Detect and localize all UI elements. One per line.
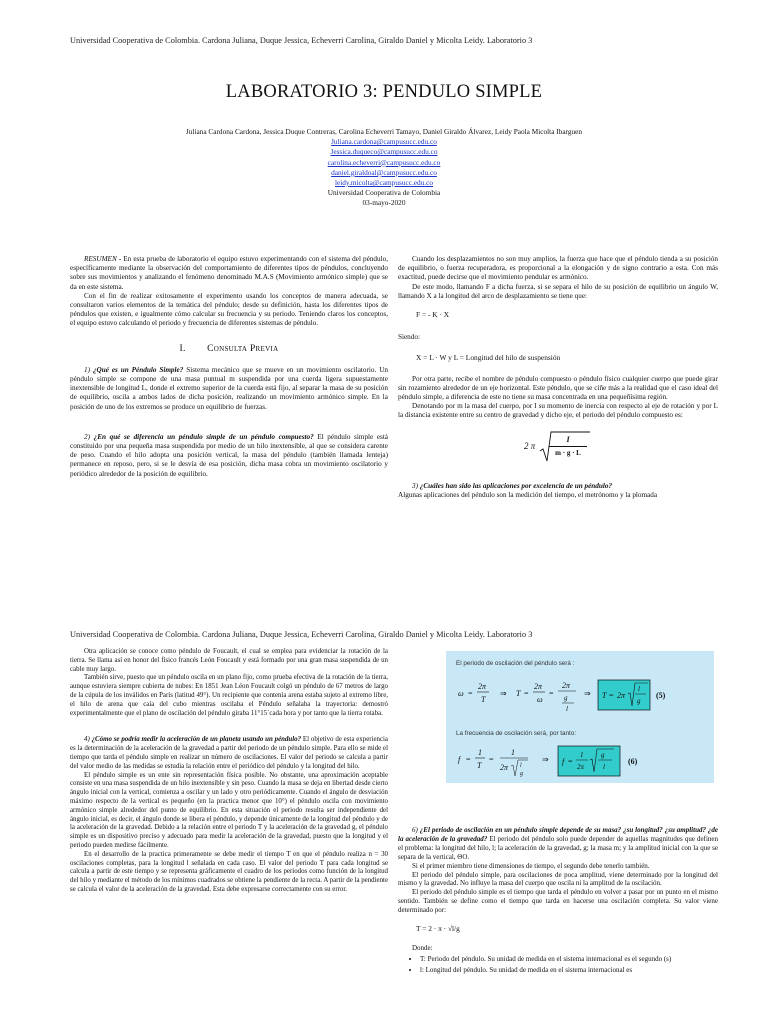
list-item: • l: Longitud del péndulo. Su unidad de medida en el sistema internacional es bbox=[420, 966, 718, 975]
formula-caption: La frecuencia de oscilación será, por tanto: bbox=[456, 730, 577, 737]
svg-text:2π: 2π bbox=[617, 691, 626, 700]
label-siendo: Siendo: bbox=[398, 333, 420, 342]
svg-text:T: T bbox=[481, 695, 486, 704]
svg-text:T: T bbox=[602, 691, 607, 700]
answer-text: Sistema mecánico que se mueve en un movimiento oscilatorio. Un péndulo simple se compone de una masa puntual m suspendida por una cuerda ligera supuestamente inextensible de longitud L, donde el extremo superior de la cuerda está fijo, al separar la masa de su posición de equilibrio, oscila a ambos lados de dicha posición, realizando un movimiento armónico simple. En la posición de uno de los extremos se produce un equilibrio de fuerzas. bbox=[70, 365, 389, 411]
svg-text:⇒: ⇒ bbox=[500, 689, 507, 698]
svg-text:2π: 2π bbox=[577, 763, 585, 771]
label-donde: Donde: bbox=[412, 943, 433, 952]
paragraph: Si el primer miembro tiene dimensiones de tiempo, el segundo debe tenerlo también. bbox=[412, 861, 650, 870]
question-1 bbox=[70, 366, 388, 412]
abstract-label: RESUMEN bbox=[84, 255, 117, 263]
svg-text:⇒: ⇒ bbox=[542, 755, 549, 764]
svg-text:1: 1 bbox=[478, 748, 482, 757]
period-formula-image bbox=[446, 651, 714, 783]
svg-text:T: T bbox=[477, 761, 482, 770]
right-column bbox=[398, 255, 718, 500]
page-header: Universidad Cooperativa de Colombia. Cardona Juliana, Duque Jessica, Echeverri Carolina, Giraldo Daniel y Micolta Leidy. Laboratorio 3 bbox=[70, 36, 533, 45]
paragraph: El periodo del péndulo simple, para oscilaciones de poca amplitud, viene determinado por la longitud del mismo y la gravedad. No influye la masa del cuerpo que oscila ni la amplitud de la oscilación. bbox=[398, 870, 718, 888]
svg-text:2π: 2π bbox=[534, 682, 543, 691]
section-heading bbox=[70, 345, 388, 354]
section-title: Consulta Previa bbox=[207, 343, 279, 354]
email-link[interactable]: Jessica.duqueco@campusucc.edu.co bbox=[330, 147, 438, 157]
svg-text:l: l bbox=[638, 685, 640, 693]
definitions-list bbox=[398, 955, 718, 975]
question-title: ¿Cómo se podría medir la aceleración de un planeta usando un péndulo? bbox=[91, 736, 302, 744]
question-4 bbox=[70, 736, 388, 771]
paragraph: De este modo, llamando F a dicha fuerza, si se separa el hilo de su posición de equilibrio un ángulo W, llamando X a la longitud del arco de desplazamiento se tiene que: bbox=[398, 282, 718, 300]
paragraph: También sirve, puesto que un péndulo oscila en un plano fijo, como prueba efectiva de la rotación de la tierra, aunque estuviera siempre cubierta de nubes: En 1851 Jean Léon Foucault colgó un péndulo de 67 metros de largo de la cúpula de los inválidos en París (latitud 49°). Un recipiente que contenía arena estaba sujeto al extremo libre, el hilo de arena que caía del cubo mientras oscilaba el Péndulo señalaba la trayectoria: demostró experimentalmente que el plano de oscilación del péndulo giraba 11°15´cada hora y por tanto que la tierra rotaba. bbox=[70, 674, 388, 717]
question-6 bbox=[398, 826, 718, 862]
formula-compound-period bbox=[398, 428, 718, 464]
svg-text:f: f bbox=[562, 757, 565, 766]
svg-text:l: l bbox=[520, 763, 522, 769]
equation-tag-6: (6) bbox=[628, 757, 638, 766]
question-number: 4) bbox=[84, 736, 90, 744]
svg-text:2π: 2π bbox=[478, 682, 487, 691]
svg-text:⇒: ⇒ bbox=[584, 689, 591, 698]
question-title: ¿Cuáles han sido las aplicaciones por excelencia de un péndulo? bbox=[419, 481, 613, 490]
answer-text: El objetivo de esta experiencia es la determinación de la aceleración de la gravedad a partir del periodo de un péndulo simple. Para ello se mide el tiempo que tarda el péndulo simple en realizar un número de oscilaciones. El valor del periodo se calcula a partir del valor medio de las medidas se estudia la relación entre el periódico del péndulo y la longitud del hilo. bbox=[70, 736, 388, 770]
paragraph: Cuando los desplazamientos no son muy amplios, la fuerza que hace que el péndulo tienda a su posición de equilibrio, o fuerza recuperadora, es proporcional a la elongación y de signo contrario a esta. Con más exactitud, puede decirse que el movimiento pendular es armónico. bbox=[398, 255, 718, 282]
svg-text:=: = bbox=[489, 755, 494, 764]
email-link[interactable]: Juliana.cardona@campusucc.edu.co bbox=[331, 137, 437, 147]
question-title: ¿Qué es un Péndulo Simple? bbox=[92, 365, 184, 374]
svg-text:2π: 2π bbox=[562, 681, 571, 690]
formula-numerator: I bbox=[566, 434, 570, 444]
date: 03-mayo-2020 bbox=[362, 198, 406, 208]
formula-denominator: m · g · L bbox=[555, 448, 581, 457]
email-link[interactable]: daniel.giraldoal@campusucc.edu.co bbox=[331, 167, 437, 177]
svg-text:ω: ω bbox=[458, 689, 464, 698]
svg-text:T: T bbox=[516, 689, 521, 698]
paragraph: El péndulo simple es un ente sin representación física posible. No obstante, una aproximación aceptable consiste en una masa suspendida de un hilo inextensible y sin peso. Cuando la masa se deja en libertad desde cierto ángulo inicial con la vertical, comienza a oscilar y un lado y otro periódicamente. Cuando el ángulo de desviación máximo respecto de la vertical es pequeño (en la practica menor que 10°) el péndulo oscila con movimiento armónico simple alrededor del punto de equilibrio. En esta situación el periodo resulta ser independiente del ángulo inicial, es decir, el ángulo donde se libera el péndulo, y depende únicamente de la longitud del péndulo y de la aceleración de la gravedad. Debido a la relación entre el periodo T y la aceleración de la gravedad g, el péndulo simple es un dispositivo preciso y adecuado para medir la aceleración de la gravedad, puesto que la longitud y el periodo pueden medirse fácilmente. bbox=[70, 771, 388, 849]
svg-text:g: g bbox=[564, 694, 568, 702]
section-number: I. bbox=[179, 343, 186, 354]
svg-text:=: = bbox=[466, 755, 471, 764]
fraction-bar bbox=[549, 446, 587, 447]
abstract-paragraph-2: Con el fin de realizar exitosamente el experimento usando los conceptos de manera adecuada, se consultaron varios elementos de la temática del péndulo; desde su definición, hasta los diferentes tipos de péndulos que existen, e igualmente cómo calcular su frecuencia y su periodo. Teniendo claros los conceptos, el equipo estuvo calculando el periodo y frecuencia de diferentes sistemas de péndulo. bbox=[70, 291, 388, 328]
formula-coefficient: 2 π bbox=[524, 440, 536, 451]
svg-text:=: = bbox=[468, 689, 473, 698]
svg-text:=: = bbox=[549, 689, 554, 698]
svg-text:g: g bbox=[520, 771, 523, 777]
question-number: 2) bbox=[84, 432, 90, 441]
right-column bbox=[398, 826, 718, 977]
page-header: Universidad Cooperativa de Colombia. Cardona Juliana, Duque Jessica, Echeverri Carolina, Giraldo Daniel y Micolta Leidy. Laboratorio 3 bbox=[70, 630, 533, 639]
question-3 bbox=[398, 482, 718, 491]
paragraph: El periodo del péndulo simple es el tiempo que tarda el péndulo en volver a pasar por un punto en el mismo sentido. También se define como el tiempo que tarda en hacerse una oscilación completa. Su valor viene determinado por: bbox=[398, 888, 718, 915]
question-number: 1) bbox=[84, 365, 90, 374]
svg-text:l: l bbox=[566, 705, 568, 713]
period-equation-svg bbox=[456, 676, 712, 716]
paragraph: En el desarrollo de la practica primeramente se debe medir el tiempo T en que el péndulo realiza n = 30 oscilaciones completas, para la longitud l señalada en cada caso. El valor del periodo T para cada longitud se calcula a partir de este tiempo y se representa gráficamente el cuadro de los periodos como función de la longitud del hilo y mediante el método de los mínimos cuadrados se obtiene la pendiente de la recta. A partir de la pendiente se calcula el valor de la aceleración de la gravedad. Esta debe expresarse correctamente con su error. bbox=[70, 850, 389, 893]
author-block bbox=[0, 127, 768, 209]
question-number: 3) bbox=[412, 481, 418, 490]
left-column bbox=[70, 255, 388, 479]
svg-text:2π: 2π bbox=[500, 763, 509, 772]
svg-text:1: 1 bbox=[511, 748, 515, 757]
svg-text:=: = bbox=[568, 757, 573, 766]
email-link[interactable]: leidy.micolta@campusucc.edu.co bbox=[334, 178, 434, 188]
abstract-paragraph bbox=[70, 255, 388, 292]
question-title: ¿El periodo de oscilación en un péndulo simple depende de su masa? ¿su longitud? ¿su amplitud? ¿de la aceleración de la gravedad? bbox=[398, 826, 719, 843]
page-title: LABORATORIO 3: PENDULO SIMPLE bbox=[225, 82, 543, 102]
formula-period: T = 2 · π · √l/g bbox=[416, 924, 460, 934]
paragraph: Denotando por m la masa del cuerpo, por I su momento de inercia con respecto al eje de rotación y por L la distancia existente entre su centro de gravedad y dicho eje, el periodo del péndulo compuesto es: bbox=[398, 402, 718, 420]
question-title: ¿En qué se diferencia un péndulo simple de un péndulo compuesto? bbox=[93, 432, 314, 441]
svg-text:1: 1 bbox=[580, 751, 584, 759]
left-column bbox=[70, 648, 388, 895]
paragraph: Otra aplicación se conoce como péndulo de Foucault, el cual se emplea para evidenciar la rotación de la tierra. Se llama así en honor del físico francés León Foucault y está formado por una gran masa suspendida de un cable muy largo. bbox=[70, 648, 388, 673]
formula-force: F = - K · X bbox=[416, 310, 450, 320]
question-2 bbox=[70, 433, 388, 479]
formula-caption: El periodo de oscilación del péndulo será : bbox=[456, 660, 575, 667]
frequency-equation-svg bbox=[456, 742, 712, 782]
author-names: Juliana Cardona Cardona, Jessica Duque Contreras, Carolina Echeverri Tamayo, Daniel Giraldo Álvarez, Leidy Paola Micolta Ibarguen bbox=[185, 127, 583, 136]
answer-text: Algunas aplicaciones del péndulo son la medición del tiempo, el metrónomo y la plomada bbox=[398, 490, 658, 499]
svg-text:g: g bbox=[637, 697, 641, 705]
svg-text:g: g bbox=[601, 751, 605, 759]
institution: Universidad Cooperativa de Colombia bbox=[327, 188, 441, 198]
svg-text:=: = bbox=[609, 691, 614, 700]
paragraph: Por otra parte, recibe el nombre de péndulo compuesto o péndulo físico cualquier cuerpo que puede girar sin rozamiento alrededor de un eje horizontal. Este péndulo, que se ciñe más a la realidad que el caso ideal del péndulo simple, a diferencia de este no tiene su masa concentrada en una pequeñísima región. bbox=[398, 374, 718, 402]
email-link[interactable]: carolina.echeverri@campusucc.edu.co bbox=[327, 157, 441, 167]
equation-tag-5: (5) bbox=[656, 691, 666, 700]
svg-text:=: = bbox=[524, 689, 529, 698]
svg-text:f: f bbox=[458, 755, 461, 764]
question-number: 6) bbox=[412, 826, 418, 834]
list-item: • T: Periodo del péndulo. Su unidad de medida en el sistema internacional es el segundo (s) bbox=[420, 955, 718, 964]
svg-text:ω: ω bbox=[537, 695, 543, 704]
formula-displacement: X = L · W y L = Longitud del hilo de suspensión bbox=[416, 353, 561, 363]
answer-text: El péndulo simple está constituido por una pequeña masa suspendida por medio de un hilo inextensible, al que se considera carente de peso. Cuando el hilo adopta una posición vertical, la masa del péndulo (también llamada lenteja) permanece en reposo, pero, si se le desvía de esa posición, dicha masa cobra un movimiento oscilatorio y periódico alrededor de la posición de equilibrio. bbox=[70, 432, 389, 478]
svg-text:l: l bbox=[603, 763, 605, 771]
answer-text: El periodo del péndulo solo puede depender de aquellas magnitudes que definen el problema: la longitud del hilo, l; la aceleración de la gravedad, g; la masa m; y la amplitud inicial con la que se separa de la vertical, ΘO. bbox=[398, 834, 719, 861]
abstract-text: - En esta prueba de laboratorio el equipo estuvo experimentando con el sistema del péndulo, específicamente mediante la observación del comportamiento de diferentes tipos de péndulos, concluyendo sobre sus movimientos y analizando el fenómeno denominado M.A.S (Movimiento armónico simple) que se da en este sistema. bbox=[70, 255, 388, 291]
